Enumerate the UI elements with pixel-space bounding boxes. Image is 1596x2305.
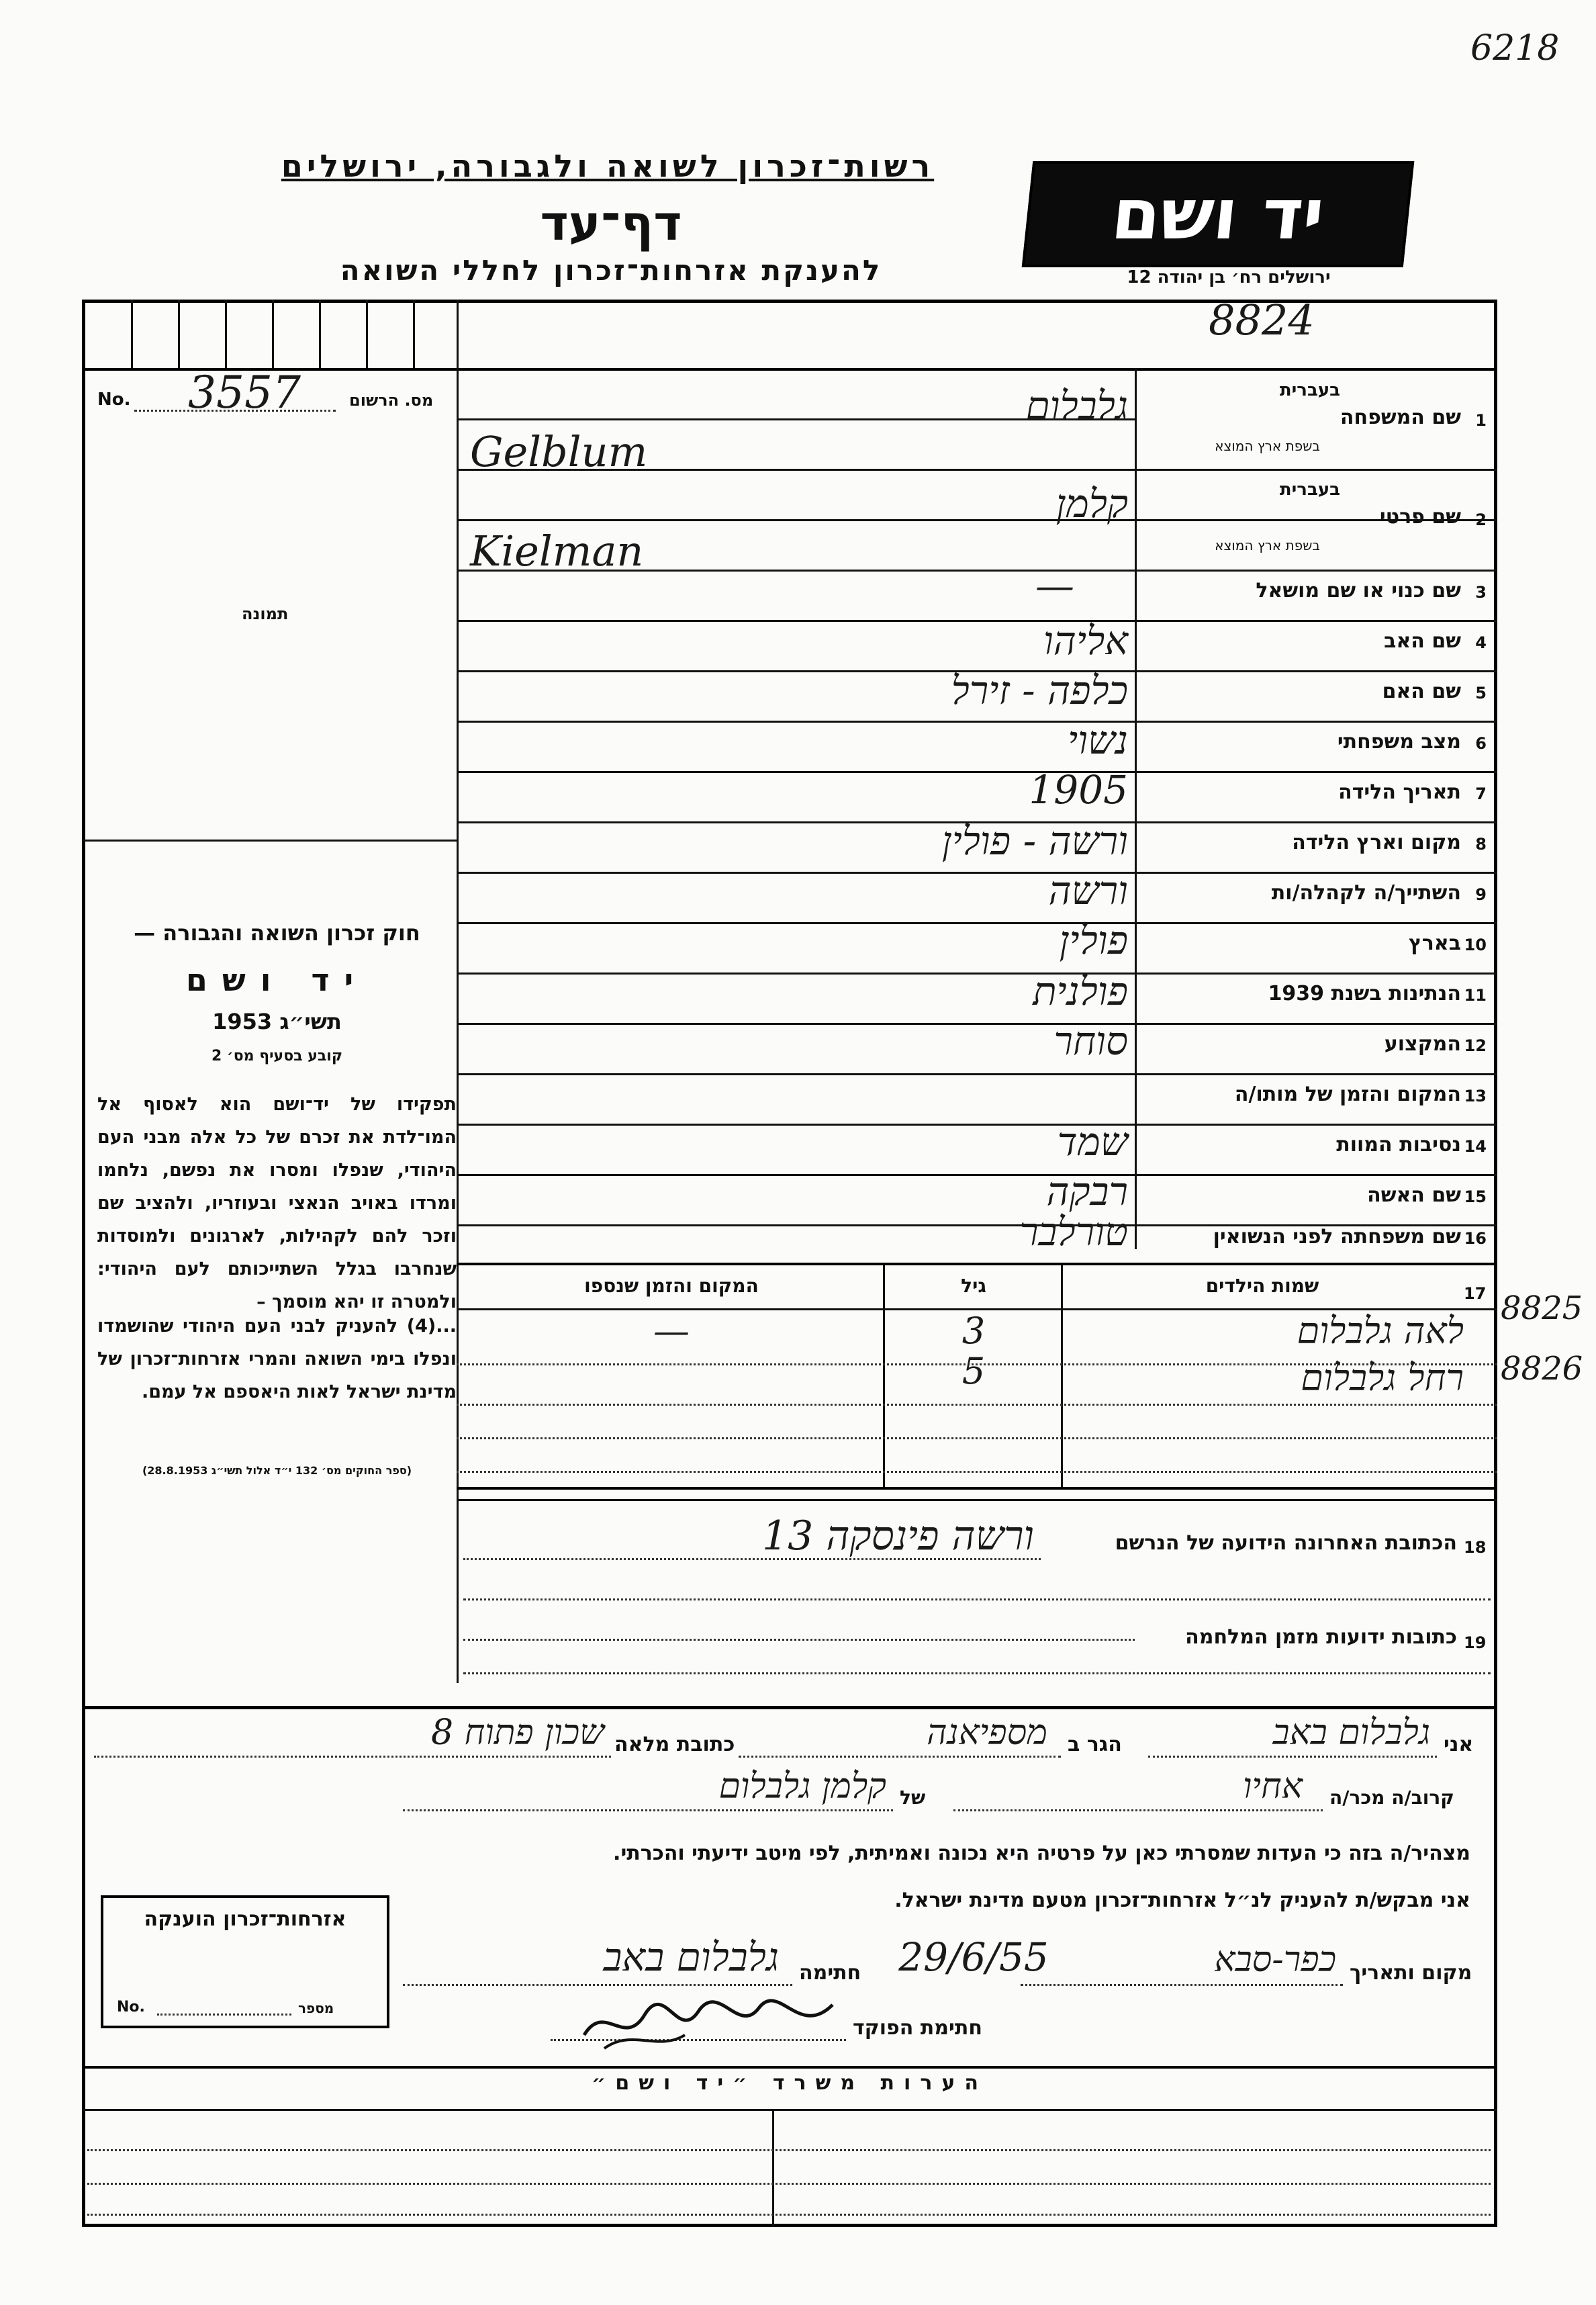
field-label: הנתינות בשנת 1939 <box>1268 982 1461 1005</box>
field-num: 9 <box>1475 885 1487 904</box>
header-address: ירושלים רח׳ בן יהודה 12 <box>1127 267 1331 287</box>
children-col-age: גיל <box>961 1275 986 1297</box>
field-sub-origin: בשפת ארץ המוצא <box>1215 438 1320 454</box>
field-num: 15 <box>1464 1187 1487 1206</box>
alias-value: — <box>1035 563 1074 608</box>
place-date-label: מקום ותאריך <box>1350 1961 1472 1985</box>
field-num: 5 <box>1475 684 1487 703</box>
field-label: שם האשה <box>1367 1183 1461 1207</box>
field-label: מקום וארץ הלידה <box>1292 831 1461 854</box>
child-ref: 8826 <box>1501 1350 1583 1388</box>
field-wife-maiden-name <box>1162 1217 1488 1267</box>
field-father-name <box>1162 621 1488 671</box>
first-name-hebrew: קלמן <box>1055 481 1128 527</box>
field-mother-name <box>1162 672 1488 721</box>
field-num: 11 <box>1464 986 1487 1005</box>
birth-date-value: 1905 <box>1029 767 1128 813</box>
child-name: רחל גלבלום <box>1301 1357 1464 1399</box>
address19-num: 19 <box>1464 1633 1487 1652</box>
field-birth-place <box>1162 823 1488 872</box>
citizenship-box-no-label: No. <box>117 1999 145 2016</box>
wife-name-value: רבקה <box>1046 1169 1128 1214</box>
field-birth-date <box>1162 772 1488 822</box>
children-num: 17 <box>1464 1284 1487 1303</box>
relative-label: קרוב/ה מכר/ה <box>1329 1787 1454 1809</box>
field-label: שם האב <box>1384 629 1461 653</box>
field-label: המקום והזמן של מותו/ה <box>1234 1083 1461 1106</box>
community-value: ורשה <box>1048 868 1128 913</box>
birth-place-value: ורשה - פולין <box>941 818 1128 864</box>
citizenship-box-title: אזרחות־זכרון הוענקה <box>144 1907 346 1931</box>
field-label: תאריך הלידה <box>1338 780 1461 804</box>
field-sub-hebrew: בעברית <box>1279 480 1340 500</box>
field-label: המקצוע <box>1384 1032 1461 1056</box>
field-label: שם פרטי <box>1379 505 1461 529</box>
child-name: לאה גלבלום <box>1297 1310 1464 1352</box>
declaration-text: מצהיר/ה בזה כי העדות שמסרתי כאן על פרטיה היא נכונה ואמיתית, לפי מיטב ידיעתי והכרתי. <box>613 1842 1470 1865</box>
field-sub-hebrew: בעברית <box>1279 380 1340 400</box>
marital-status-value: נשוי <box>1068 717 1128 763</box>
field-marital-status <box>1162 722 1488 772</box>
field-label: שם משפחתה לפני הנשואין <box>1213 1225 1461 1249</box>
resides-label: הגר ב <box>1068 1733 1122 1756</box>
logo-text: יד ושם <box>1108 173 1328 255</box>
file-number: 8824 <box>1209 296 1315 345</box>
field-death-circumstances <box>1162 1125 1488 1175</box>
child-age: 3 <box>961 1310 986 1352</box>
field-alias <box>1162 571 1488 621</box>
yad-vashem-logo <box>1022 161 1415 267</box>
field-label: בארץ <box>1408 932 1461 955</box>
field-label: שם כנוי או שם מושאל <box>1256 579 1461 602</box>
form-title: דף־עד <box>540 195 682 251</box>
address18-num: 18 <box>1464 1538 1487 1557</box>
address19-label: כתובות ידועות מזמן המלחמה <box>1185 1625 1457 1649</box>
field-num: 12 <box>1464 1036 1487 1055</box>
field-num: 16 <box>1464 1229 1487 1248</box>
field-country <box>1162 923 1488 973</box>
law-citation: (ספר החוקים מס׳ 132 י״ד אלול תשי״ג 28.8.1953) <box>142 1464 412 1477</box>
place-value: כפר-סבא <box>1214 1940 1336 1980</box>
field-sub-origin: בשפת ארץ המוצא <box>1215 537 1320 553</box>
field-num: 7 <box>1475 784 1487 803</box>
family-name-latin: Gelblum <box>470 427 648 476</box>
field-label: שם המשפחה <box>1340 406 1461 429</box>
field-label: נסיבות המוות <box>1336 1133 1461 1157</box>
field-num: 8 <box>1475 835 1487 854</box>
profession-value: סוחר <box>1053 1018 1128 1064</box>
law-title: חוק זכרון השואה והגבורה — <box>134 920 420 946</box>
first-name-latin: Kielman <box>470 527 644 576</box>
field-num: 6 <box>1475 734 1487 753</box>
field-num: 14 <box>1464 1137 1487 1156</box>
children-col-names: שמות הילדים <box>1205 1275 1319 1297</box>
field-num: 10 <box>1464 936 1487 954</box>
address18-label: הכתובת האחרונה הידועה של הנרשם <box>1115 1531 1457 1555</box>
mother-name-value: כלפה - זירל <box>951 668 1128 713</box>
registration-label: מס. הרשום <box>349 391 434 410</box>
law-body: תפקידו של יד־ושם הוא לאסוף אל המו־לדת את זכרם של כל אלה מבני העם היהודי, שנפלו ומסרו את נפשם, נלחמו ומרדו באויב הנאצי ובעוזריו, ולהציב שם וזכר להם לקהילות, לארגונים ולמוסדות שנחרבו בגלל השתייכותם לעם היהודי: ולמטרה זו יהא מוסמך – <box>97 1094 457 1312</box>
field-death-place-time <box>1162 1075 1488 1124</box>
death-circumstances-value: שמד <box>1057 1119 1128 1165</box>
field-community <box>1162 873 1488 923</box>
corner-number: 6218 <box>1470 28 1560 69</box>
declarant-i-label: אני <box>1444 1733 1474 1756</box>
law-name: יד ושם <box>185 962 369 998</box>
child-age: 5 <box>961 1350 986 1392</box>
family-name-hebrew: גלבלום <box>1025 383 1128 428</box>
field-num: 2 <box>1475 510 1487 529</box>
office-notes-title: הערות משרד ״יד ושם״ <box>592 2071 988 2095</box>
field-num: 4 <box>1475 633 1487 652</box>
field-num: 1 <box>1475 411 1487 430</box>
citizenship-1939-value: פולנית <box>1033 968 1128 1014</box>
declarant-address: שכון פתוח 8 <box>431 1713 604 1753</box>
institution-name: רשות־זכרון לשואה ולגבורה, ירושלים <box>281 148 935 184</box>
field-label: מצב משפחתי <box>1337 730 1461 754</box>
field-label: השתייך/ה לקהלה/ות <box>1271 881 1461 905</box>
child-place: — <box>653 1310 690 1352</box>
wife-maiden-name-value: טורלבר <box>1019 1209 1128 1255</box>
declarant-name: גלבלום באב <box>1272 1713 1430 1753</box>
children-col-place: המקום והזמן שנספו <box>584 1275 759 1297</box>
officer-signature-label: חתימת הפוקד <box>853 2016 982 2040</box>
signature-label: חתימה <box>799 1961 861 1985</box>
law-clause-4: ...(4) להעניק לבני העם היהודי שהושמדו ונפלו בימי השואה והמרי אזרחות־זכרון של מדינת ישראל לאות היאספם אל עמם. <box>97 1316 457 1402</box>
country-value: פולין <box>1059 917 1128 963</box>
registration-no-label: No. <box>97 390 131 410</box>
photo-label: תמונה <box>242 604 289 623</box>
full-address-label: כתובת מלאה <box>614 1733 735 1756</box>
field-family-name <box>1162 371 1488 469</box>
declarant-city: מספיאנה <box>927 1713 1047 1753</box>
child-ref: 8825 <box>1501 1290 1583 1327</box>
address18-value: ורשה פינסקה 13 <box>761 1512 1034 1560</box>
field-citizenship-1939 <box>1162 974 1488 1024</box>
signature-value: גלבלום באב <box>603 1934 779 1980</box>
registration-no-value: 3557 <box>188 367 301 418</box>
request-text: אני מבקש/ת להעניק לנ״ל אזרחות־זכרון מטעם מדינת ישראל. <box>894 1889 1470 1912</box>
officer-signature-scrawl <box>577 1988 839 2055</box>
form-subtitle: להענקת אזרחות־זכרון לחללי השואה <box>340 254 882 287</box>
field-num: 3 <box>1475 583 1487 602</box>
of-name-value: קלמן גלבלום <box>718 1766 886 1807</box>
date-value: 29/6/55 <box>898 1934 1049 1980</box>
officer-signature-icon <box>577 1988 839 2055</box>
law-year: תשי״ג 1953 <box>212 1009 342 1034</box>
citizenship-box-num-label: מספר <box>298 2000 334 2016</box>
of-label: של <box>900 1787 926 1809</box>
field-profession <box>1162 1024 1488 1074</box>
field-num: 13 <box>1464 1087 1487 1105</box>
citizenship-box <box>101 1895 389 2028</box>
field-label: שם האם <box>1382 680 1461 703</box>
law-clause: קובע בסעיף מס׳ 2 <box>211 1048 343 1065</box>
relation-value: אחיו <box>1243 1766 1303 1807</box>
field-first-name <box>1162 470 1488 568</box>
father-name-value: אליהו <box>1043 618 1128 664</box>
